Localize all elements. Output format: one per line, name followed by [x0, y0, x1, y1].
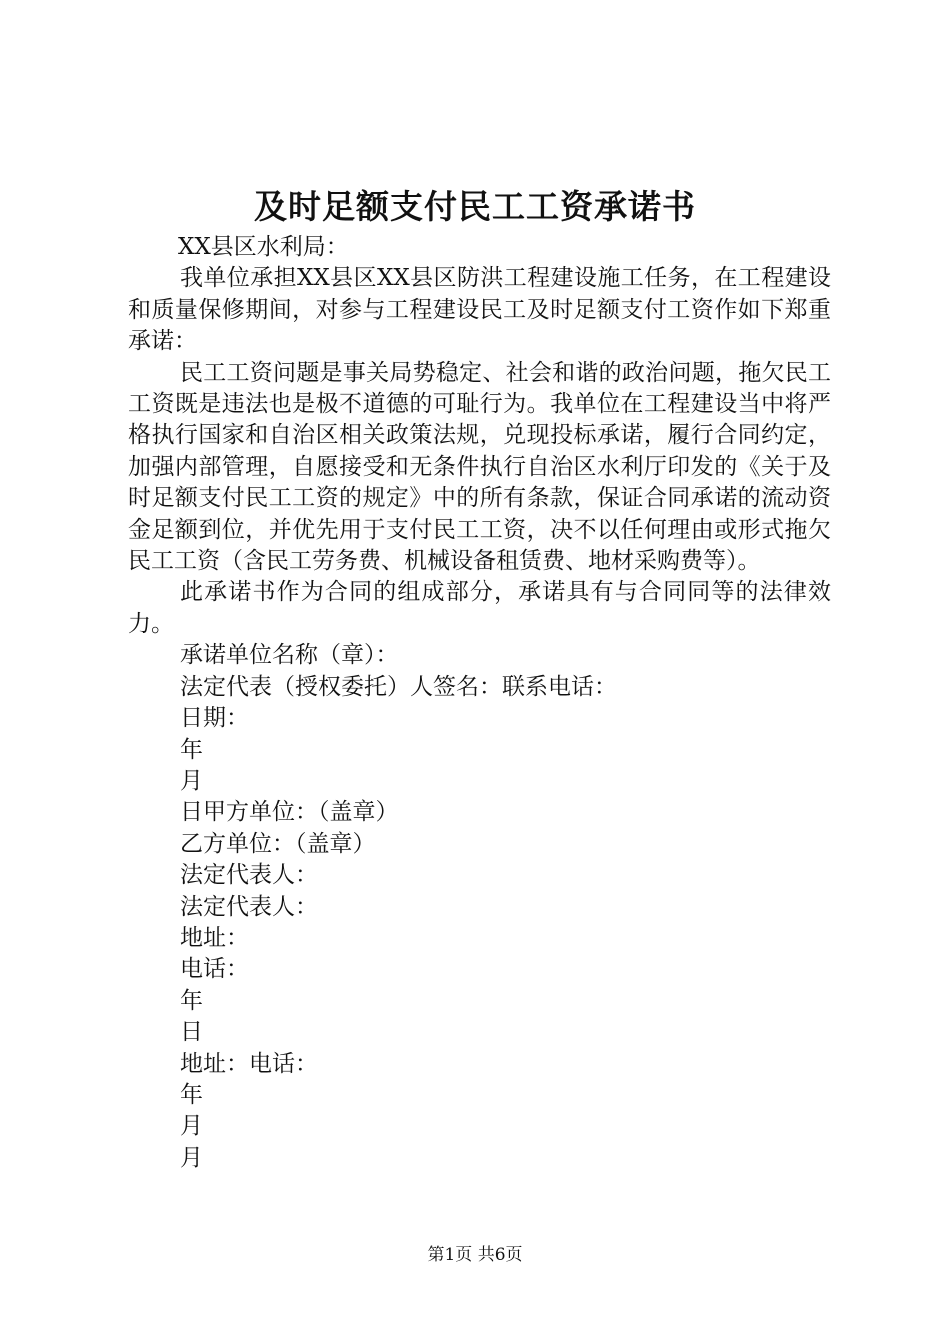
salutation: XX县区水利局：	[178, 234, 349, 260]
field-address: 地址：	[180, 924, 249, 951]
page-number-footer: 第1页 共6页	[427, 1245, 523, 1265]
field-month-2: 月	[180, 1113, 203, 1140]
paragraph-intro: 我单位承担XX县区XX县区防洪工程建设施工任务，在工程建设和质量保修期间，对参与工程建设民工及时足额支付工资作如下郑重承诺：	[128, 265, 831, 355]
field-address-phone: 地址：电话：	[180, 1050, 318, 1077]
field-day: 日	[180, 1019, 203, 1046]
document-title: 及时足额支付民工工资承诺书	[254, 187, 696, 226]
field-company-name: 承诺单位名称（章）：	[180, 642, 399, 669]
field-date: 日期：	[180, 705, 249, 732]
field-phone: 电话：	[180, 956, 249, 983]
document-body	[128, 232, 831, 1174]
field-year-3: 年	[180, 1081, 203, 1108]
field-month: 月	[180, 767, 203, 794]
paragraph-commitment: 民工工资问题是事关局势稳定、社会和谐的政治问题，拖欠民工工资既是违法也是极不道德的可耻行为。我单位在工程建设当中将严格执行国家和自治区相关政策法规，兑现投标承诺，履行合同约定，加强内部管理，自愿接受和无条件执行自治区水利厅印发的《关于及时足额支付民工工资的规定》中的所有条款，保证合同承诺的流动资金足额到位，并优先用于支付民工工资，决不以任何理由或形式拖欠民工工资（含民工劳务费、机械设备租赁费、地材采购费等）。	[128, 359, 831, 575]
field-party-b: 乙方单位：（盖章）	[180, 830, 376, 857]
field-legal-representative-b: 法定代表人：	[180, 893, 318, 920]
field-legal-representative-a: 法定代表人：	[180, 862, 318, 889]
field-representative-signature: 法定代表（授权委托）人签名：联系电话：	[180, 673, 617, 700]
field-month-3: 月	[180, 1144, 203, 1171]
field-year-2: 年	[180, 987, 203, 1014]
field-party-a: 日甲方单位：（盖章）	[180, 799, 399, 826]
field-year: 年	[180, 736, 203, 763]
paragraph-legal-effect: 此承诺书作为合同的组成部分，承诺具有与合同同等的法律效力。	[128, 579, 831, 637]
